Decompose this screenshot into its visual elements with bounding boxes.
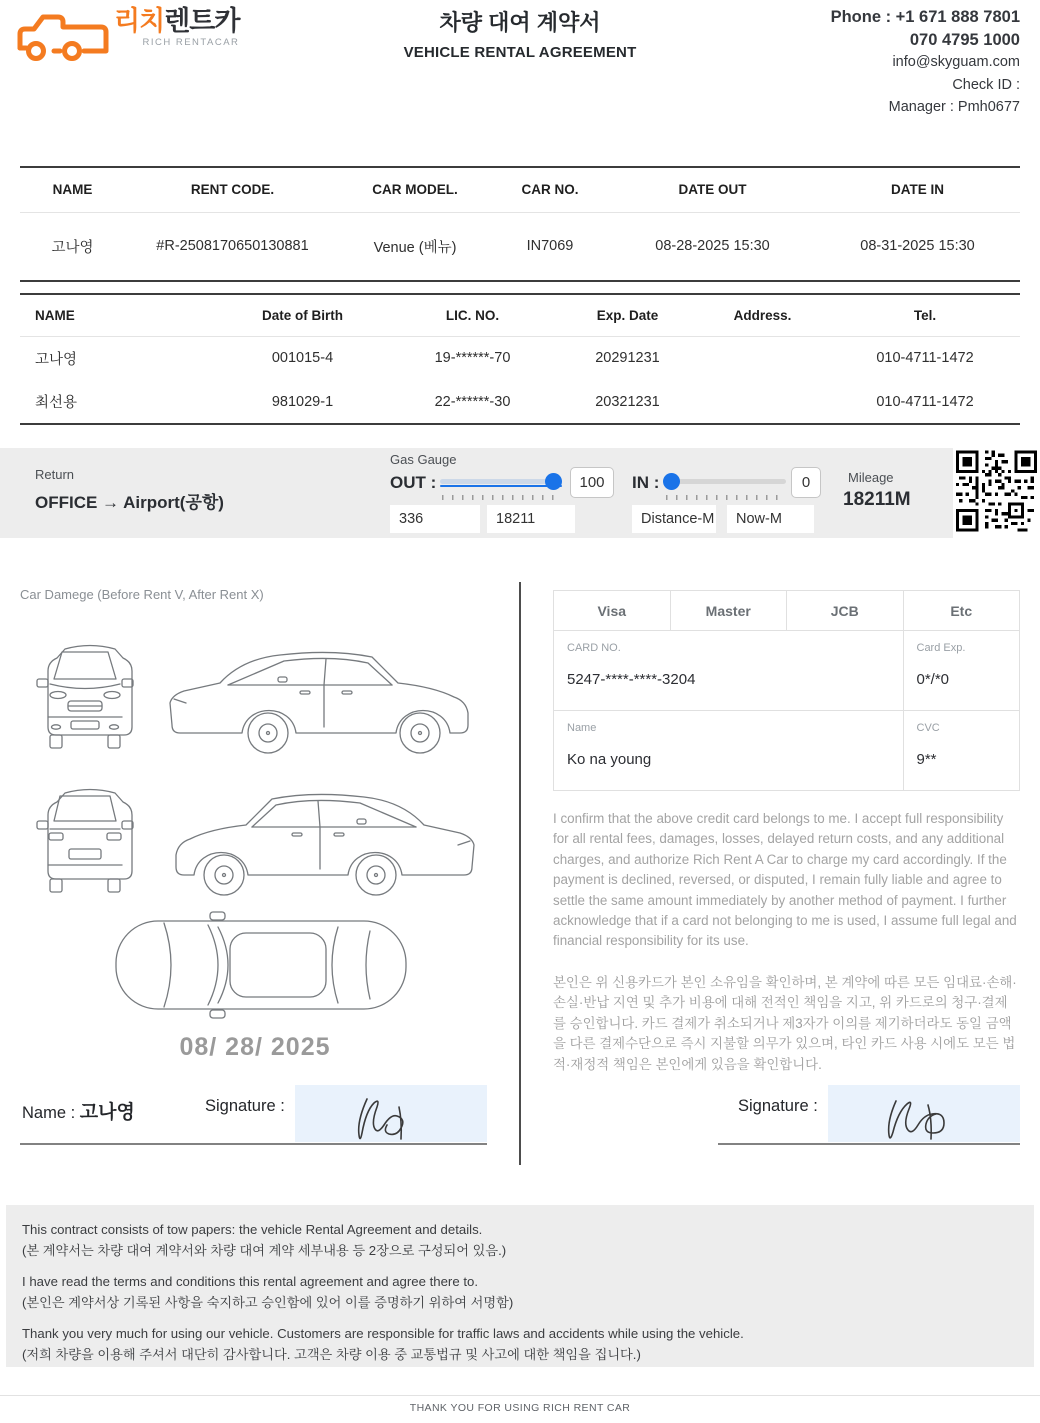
card-cvc-cell [903, 711, 1020, 791]
manager: Manager : Pmh0677 [888, 99, 1020, 115]
return-route: OFFICE → Airport(공항) [35, 493, 224, 512]
phone-line-2: 070 4795 1000 [909, 30, 1020, 49]
col-header: Tel. [913, 307, 937, 323]
card-number-cell [554, 631, 904, 711]
driver-row [20, 380, 1020, 424]
rental-info-table [20, 166, 1020, 282]
card-holder-cell [554, 711, 904, 791]
car-damage-label: Car Damege (Before Rent V, After Rent X) [20, 587, 264, 602]
cell-lic-no: 19-******-70 [434, 350, 511, 367]
card-exp-value: 0*/*0 [916, 671, 950, 688]
footer-thanks: THANK YOU FOR USING RICH RENT CAR [409, 1402, 631, 1414]
footer-divider [0, 1395, 1040, 1396]
col-header: RENT CODE. [190, 182, 275, 198]
card-exp-label: Card Exp. [916, 642, 966, 654]
note-en: I have read the terms and conditions this rental agreement and agree there to. [22, 1274, 478, 1289]
note-pair [22, 1219, 1018, 1261]
card-type-etc[interactable]: Etc [903, 591, 1020, 631]
cell-address [695, 336, 830, 380]
gas-in-slider[interactable] [664, 472, 786, 492]
rental-data-row [20, 212, 1020, 281]
note-pair [22, 1271, 1018, 1313]
card-confirmation-korean: 본인은 위 신용카드가 본인 소유임을 확인하며, 본 계약에 따른 모든 임대료·손해·손실·반납 지연 및 추가 비용에 대해 전적인 책임을 지고, 위 카드로의 청구·결제를 승인합니다. 카드 결제가 취소되거나 제3자가 이의를 제기하더라도 동일 금액을 다른 결제수단으로 즉시 지불할 의무가 있으며, 타인 카드 사용 시에도 모든 법적·재정적 책임은 본인에게 있음을 확인합니다. [553, 975, 1017, 1072]
card-type-master[interactable]: Master [670, 591, 787, 631]
cell-date-in: 08-31-2025 15:30 [860, 238, 975, 255]
col-header: CAR NO. [521, 182, 579, 198]
cvc-label: CVC [916, 722, 940, 734]
rental-header-row [20, 167, 1020, 212]
note-ko: (본 계약서는 차량 대여 계약서와 차량 대여 계약 세부내용 등 2장으로 구성되어 있음.) [22, 1243, 507, 1258]
car-damage-section [20, 585, 490, 1165]
title-korean: 차량 대여 계약서 [439, 10, 601, 35]
slider-rail [664, 479, 786, 484]
cell-car-no: IN7069 [526, 238, 574, 255]
renter-name-line [22, 1097, 135, 1124]
gas-gauge-label: Gas Gauge [390, 452, 457, 467]
column-divider [519, 582, 521, 1165]
cardholder-signature-pad[interactable] [828, 1085, 1020, 1142]
brand-subtitle: RICH RENTACAR [142, 37, 240, 48]
qr-code-image [956, 449, 1037, 533]
qr-code [953, 446, 1040, 538]
col-header: DATE OUT [678, 182, 747, 198]
card-number-row [554, 631, 1020, 711]
cell-lic-no: 22-******-30 [434, 393, 511, 410]
cell-driver-name: 최선용 [35, 395, 78, 411]
signature-underline [718, 1143, 1020, 1145]
check-id: Check ID : [952, 76, 1020, 93]
card-name-label: Name [567, 722, 597, 734]
card-section [553, 585, 1020, 1165]
cvc-value: 9** [916, 751, 937, 768]
renter-signature-pad[interactable] [295, 1085, 487, 1142]
signature-underline [20, 1143, 487, 1145]
return-label: Return [35, 467, 75, 482]
card-type-visa[interactable]: Visa [554, 591, 671, 631]
gas-in-value: 0 [791, 467, 821, 498]
col-header: DATE IN [891, 182, 944, 198]
cell-car-model: Venue (베뉴) [373, 239, 457, 256]
name-label: Name : [22, 1104, 76, 1122]
slider-rail [440, 479, 562, 484]
col-header: NAME [52, 182, 93, 198]
distance-unit-input[interactable] [632, 505, 716, 533]
cell-exp-date: 20321231 [595, 393, 660, 410]
cell-tel: 010-4711-1472 [876, 350, 974, 367]
mileage-label: Mileage [848, 470, 894, 485]
now-unit-input[interactable] [727, 505, 814, 533]
card-holder-row [554, 711, 1020, 791]
cell-address [695, 380, 830, 424]
gas-out-slider[interactable] [440, 472, 562, 492]
credit-card-table [553, 590, 1020, 791]
renter-signature-image [295, 1085, 487, 1142]
signature-label: Signature : [738, 1097, 818, 1115]
contact-block [831, 6, 1020, 119]
driver-row [20, 336, 1020, 380]
driver-header-row [20, 294, 1020, 336]
card-confirmation-english: I confirm that the above credit card belongs to me. I accept full responsibility for all rental fees, damages, losses, delayed return costs, and any additional charges, and authorize Rich Rent A Car to charge my card accordingly. If the payment is declined, reversed, or disputed, I remain fully liable and agree to settle the same amount immediately by another method of payment. I further acknowledge that if a card not belonging to me is used, I assume full legal and financial responsibility for its use. [553, 811, 1017, 949]
slider-ticks [666, 495, 786, 500]
cell-dob: 981029-1 [271, 393, 334, 410]
cardholder-signature-image [828, 1085, 1020, 1142]
cell-renter-name: 고나영 [51, 239, 94, 256]
car-damage-diagram[interactable] [20, 623, 490, 1023]
card-no-value: 5247-****-****-3204 [567, 671, 696, 688]
card-no-label: CARD NO. [567, 642, 621, 654]
gas-out-value: 100 [570, 467, 614, 498]
slider-thumb[interactable] [663, 473, 680, 490]
gas-out-label: OUT : [390, 473, 437, 492]
card-brand-row [554, 591, 1020, 631]
col-header: NAME [35, 307, 75, 323]
cell-date-out: 08-28-2025 15:30 [655, 238, 770, 255]
distance-input[interactable] [390, 505, 480, 533]
col-header: LIC. NO. [445, 307, 500, 323]
col-header: Exp. Date [596, 307, 659, 323]
contract-date: 08/ 28/ 2025 [179, 1033, 331, 1061]
card-name-value: Ko na young [567, 751, 652, 768]
brand-name-orange: 리치 [114, 6, 165, 36]
slider-ticks [442, 495, 562, 500]
brand-name-dark: 렌트카 [164, 6, 240, 36]
note-en: This contract consists of tow papers: the vehicle Rental Agreement and details. [22, 1222, 483, 1237]
cell-driver-name: 고나영 [35, 351, 78, 368]
signature-label: Signature : [205, 1097, 285, 1115]
note-pair [22, 1323, 1018, 1365]
cell-exp-date: 20291231 [595, 350, 660, 367]
phone-line-1: Phone : +1 671 888 7801 [830, 8, 1020, 26]
title-english: VEHICLE RENTAL AGREEMENT [403, 44, 637, 61]
card-exp-cell [903, 631, 1020, 711]
note-ko: (저희 차량을 이용해 주셔서 대단히 감사합니다. 고객은 차량 이용 중 교통법규 및 사고에 대한 책임을 집니다.) [22, 1347, 641, 1362]
col-header: CAR MODEL. [372, 182, 458, 198]
gas-in-label: IN : [632, 473, 660, 492]
driver-info-table [20, 293, 1020, 425]
note-en: Thank you very much for using our vehicle. Customers are responsible for traffic laws and accidents while using the vehicle. [22, 1326, 744, 1341]
col-header: Address. [733, 307, 792, 323]
col-header: Date of Birth [262, 307, 343, 323]
cell-rent-code: #R-2508170650130881 [156, 238, 309, 255]
email: info@skyguam.com [892, 54, 1020, 70]
note-ko: (본인은 계약서상 기록된 사항을 숙지하고 승인함에 있어 이를 증명하기 위하여 서명함) [22, 1295, 514, 1310]
contract-notes [6, 1205, 1034, 1367]
card-type-jcb[interactable]: JCB [787, 591, 904, 631]
slider-fill [440, 485, 562, 488]
status-band [0, 448, 1040, 538]
odometer-input[interactable] [487, 505, 575, 533]
cell-dob: 001015-4 [271, 350, 334, 367]
cell-tel: 010-4711-1472 [876, 393, 974, 410]
renter-name-value: 고나영 [79, 1102, 135, 1123]
mileage-value: 18211M [843, 489, 911, 510]
slider-thumb[interactable] [545, 473, 562, 490]
